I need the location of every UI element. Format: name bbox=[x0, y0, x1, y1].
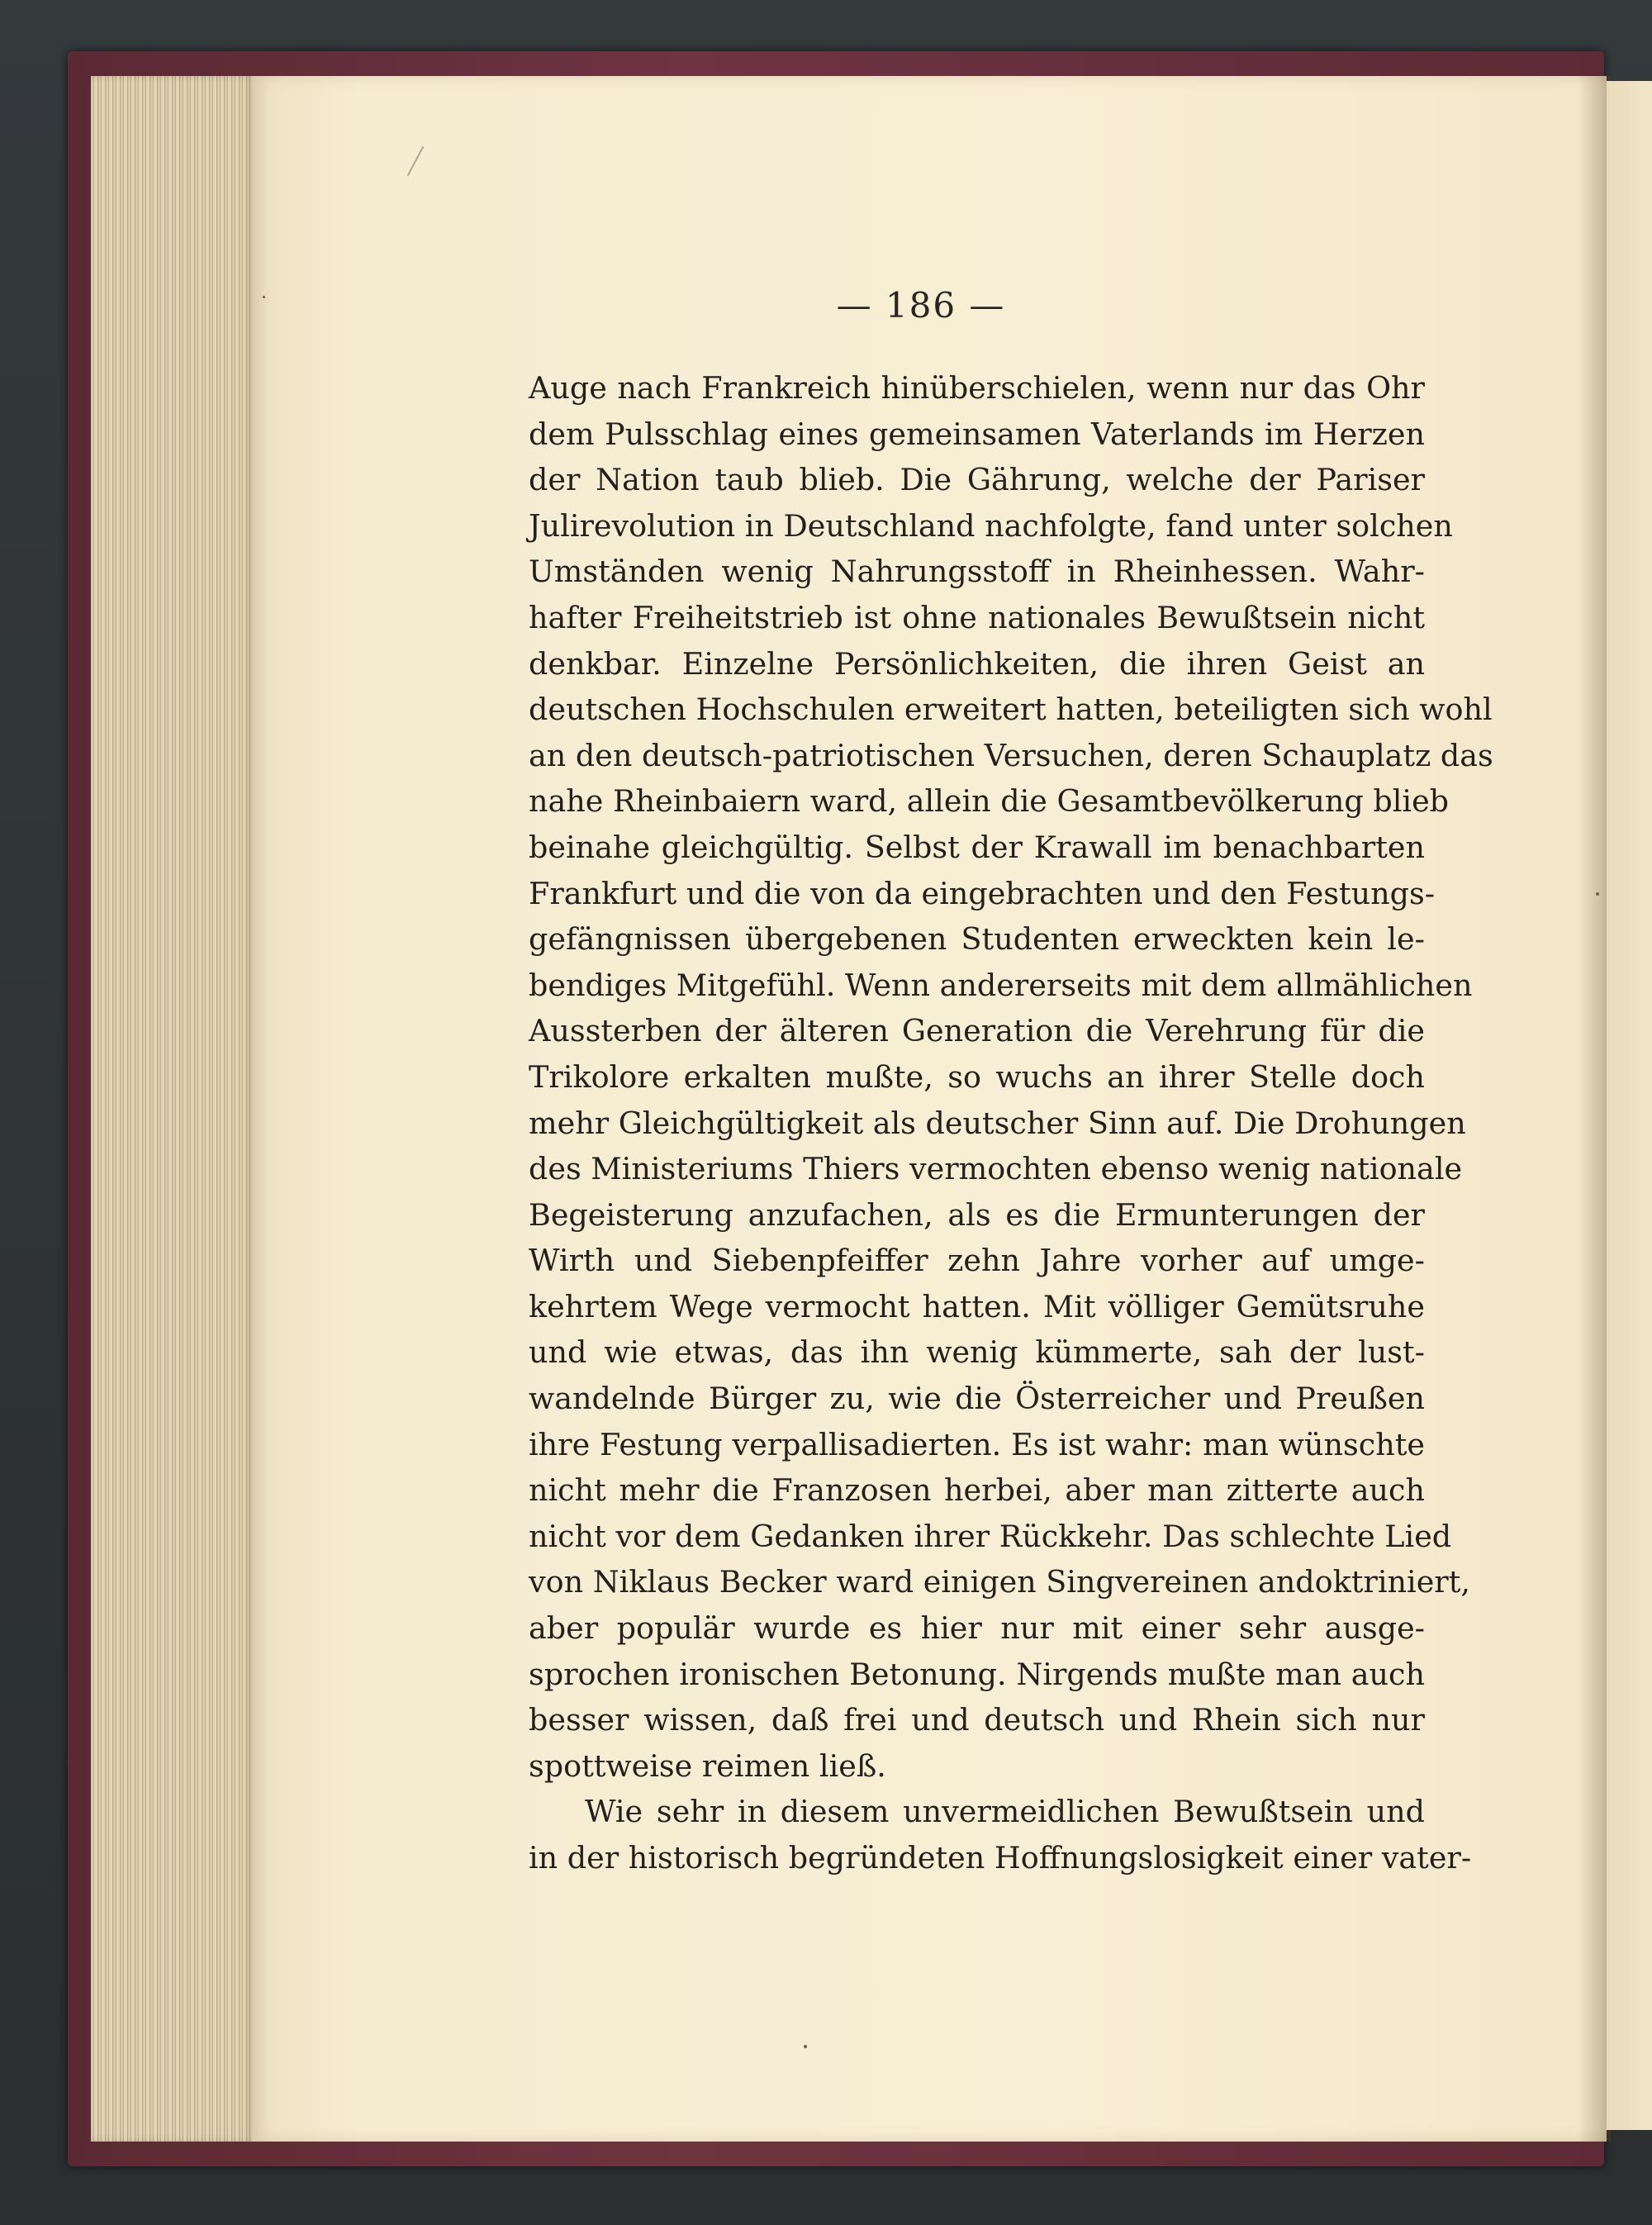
text-line: hafter Freiheitstrieb ist ohne nationales Bewußtsein nicht bbox=[529, 599, 1425, 635]
text-line: aber populär wurde es hier nur mit einer sehr ausge- bbox=[529, 1610, 1425, 1647]
text-line: mehr Gleichgültigkeit als deutscher Sinn auf. Die Drohungen bbox=[529, 1105, 1466, 1141]
text-line: beinahe gleichgültig. Selbst der Krawall im benachbarten bbox=[529, 829, 1425, 865]
text-line: kehrtem Wege vermocht hatten. Mit völliger Gemütsruhe bbox=[529, 1288, 1425, 1324]
gutter-shadow bbox=[1578, 76, 1611, 2142]
text-line: in der historisch begründeten Hoffnungslosigkeit einer vater- bbox=[529, 1840, 1472, 1876]
text-line: Umständen wenig Nahrungsstoff in Rheinhessen. Wahr- bbox=[529, 554, 1425, 590]
text-line: sprochen ironischen Betonung. Nirgends mußte man auch bbox=[529, 1656, 1425, 1692]
text-line: Begeisterung anzufachen, als es die Ermunterungen der bbox=[529, 1196, 1425, 1233]
text-line: Wie sehr in diesem unvermeidlichen Bewußtsein und bbox=[585, 1794, 1425, 1830]
paper-speck bbox=[804, 2045, 807, 2048]
page-edges bbox=[91, 76, 256, 2142]
text-line: deutschen Hochschulen erweitert hatten, beteiligten sich wohl bbox=[529, 692, 1493, 728]
text-line: ihre Festung verpallisadierten. Es ist wahr: man wünschte bbox=[529, 1426, 1425, 1462]
text-line: Wirth und Siebenpfeiffer zehn Jahre vorher auf umge- bbox=[529, 1243, 1425, 1279]
text-line: an den deutsch-patriotischen Versuchen, deren Schauplatz das bbox=[529, 737, 1493, 773]
facing-page-edge bbox=[1607, 81, 1652, 2130]
text-line: gefängnissen übergebenen Studenten erweckten kein le- bbox=[529, 921, 1425, 958]
page-number: — 186 — bbox=[836, 285, 1006, 326]
text-line: bendiges Mitgefühl. Wenn andererseits mit dem allmählichen bbox=[529, 967, 1473, 1003]
text-line: des Ministeriums Thiers vermochten ebenso wenig nationale bbox=[529, 1151, 1463, 1187]
text-line: nicht mehr die Franzosen herbei, aber man zitterte auch bbox=[529, 1472, 1425, 1509]
text-line: nahe Rheinbaiern ward, allein die Gesamtbevölkerung blieb bbox=[529, 783, 1450, 820]
text-line: der Nation taub blieb. Die Gährung, welche der Pariser bbox=[529, 462, 1425, 498]
text-line: und wie etwas, das ihn wenig kümmerte, sah der lust- bbox=[529, 1334, 1425, 1371]
text-line: nicht vor dem Gedanken ihrer Rückkehr. Das schlechte Lied bbox=[529, 1518, 1452, 1554]
text-line: denkbar. Einzelne Persönlichkeiten, die ihren Geist an bbox=[529, 645, 1425, 682]
text-line: dem Pulsschlag eines gemeinsamen Vaterlands im Herzen bbox=[529, 416, 1425, 452]
body-text bbox=[529, 365, 1493, 1881]
text-line: Auge nach Frankreich hinüberschielen, wenn nur das Ohr bbox=[529, 370, 1425, 406]
text-line: Aussterben der älteren Generation die Verehrung für die bbox=[529, 1013, 1425, 1049]
text-line: spottweise reimen ließ. bbox=[529, 1747, 886, 1784]
text-line: Frankfurt und die von da eingebrachten und den Festungs- bbox=[529, 875, 1436, 911]
text-line: von Niklaus Becker ward einigen Singvereinen andoktriniert, bbox=[529, 1564, 1471, 1600]
text-line: Trikolore erkalten mußte, so wuchs an ihrer Stelle doch bbox=[529, 1058, 1425, 1095]
text-line: Julirevolution in Deutschland nachfolgte, fand unter solchen bbox=[529, 507, 1453, 544]
text-line: wandelnde Bürger zu, wie die Österreicher und Preußen bbox=[529, 1381, 1425, 1417]
paper-speck bbox=[1596, 892, 1599, 896]
text-line: besser wissen, daß frei und deutsch und Rhein sich nur bbox=[529, 1702, 1425, 1738]
